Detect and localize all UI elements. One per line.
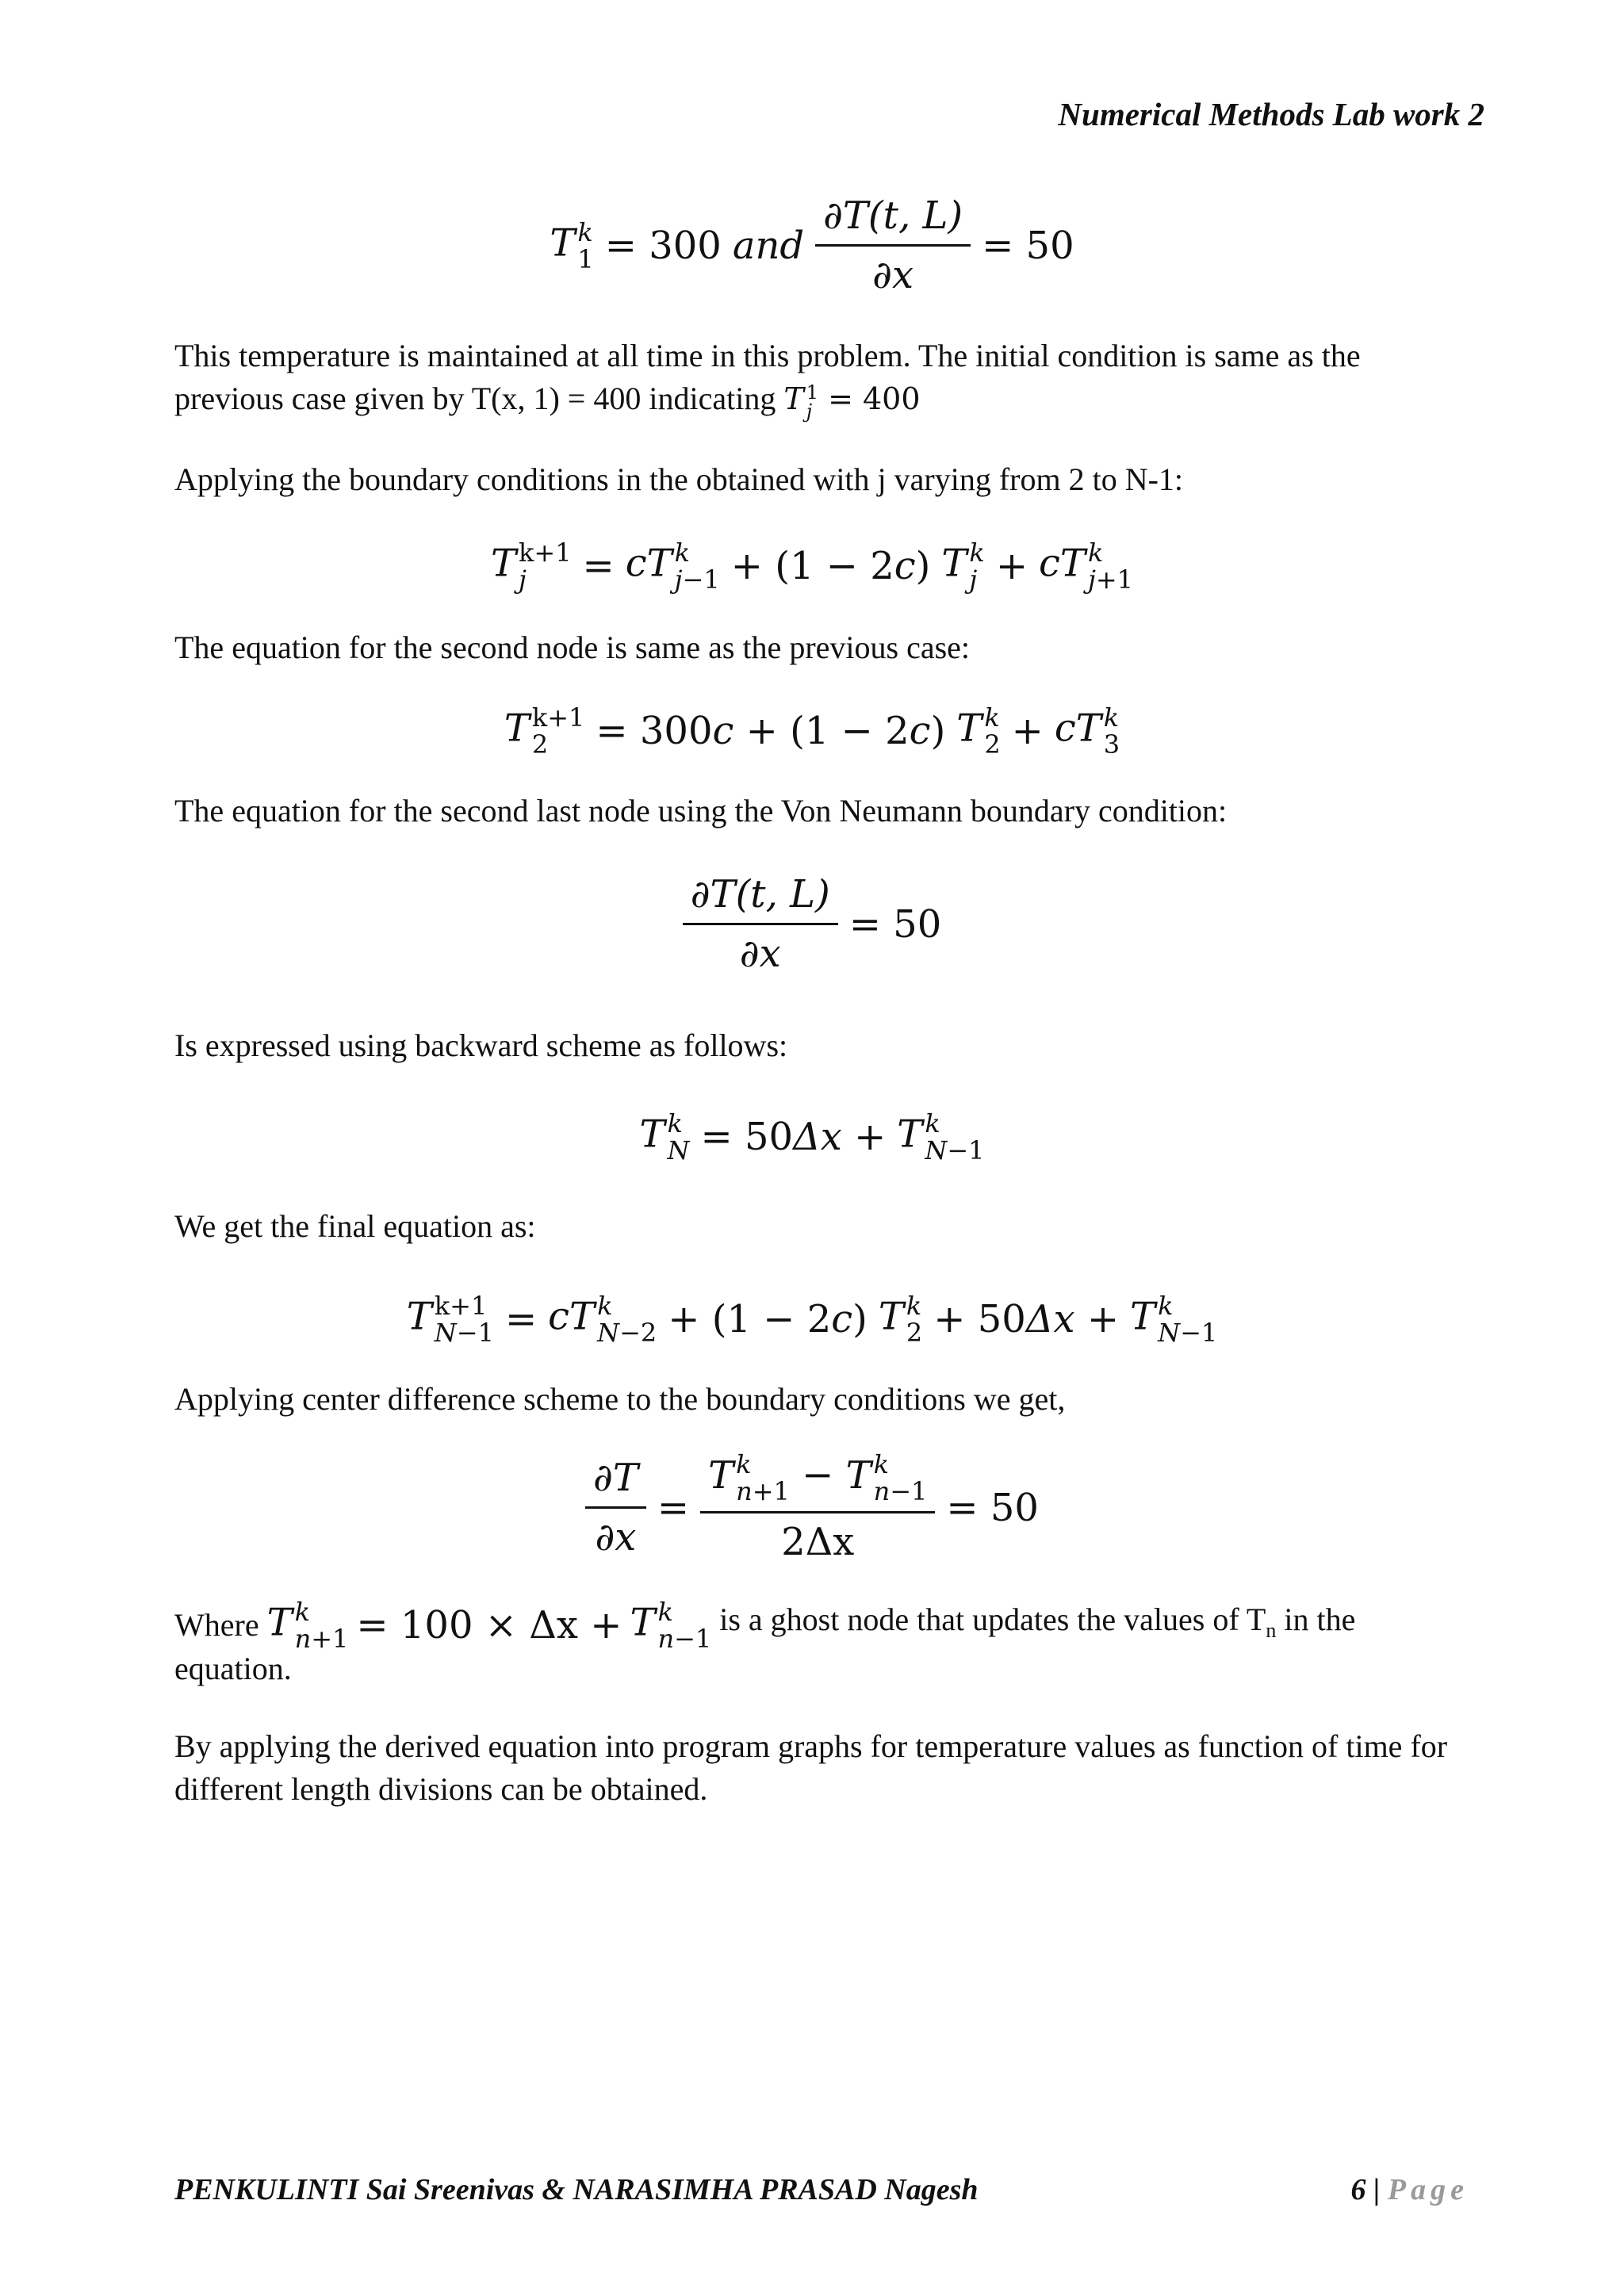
paragraph-final-equation: We get the final equation as: <box>174 1208 536 1244</box>
page-number: 6 | Page <box>1350 2173 1469 2206</box>
paragraph-second-last-node: The equation for the second last node using the Von Neumann boundary condition: <box>174 793 1228 828</box>
paragraph-boundary-apply: Applying the boundary conditions in the obtained with j varying from 2 to N-1: <box>174 461 1184 497</box>
partial-derivative-fraction: $\frac{\partial T(t, L)}{\partial x}$ <box>683 872 838 976</box>
paragraph-conclusion: By applying the derived equation into program graphs for temperature values as function of time for different length divisions can be obtained. <box>174 1728 1448 1807</box>
equation-general-node: T k+1 j = cT k j−1 + (1 − 2c) T k j + cT k j+1 <box>490 538 1134 595</box>
paragraph-initial-condition: This temperature is maintained at all time in this problem. The initial condition is same as the previous case given by T(x, 1) = 400 indicating T 1 j = 400 <box>174 338 1361 423</box>
equation-second-node: T k+1 2 = 300c + (1 − 2c) T k 2 + cT k 3 <box>504 702 1120 760</box>
footer-authors: PENKULINTI Sai Sreenivas & NARASIMHA PRASAD Nagesh <box>174 2173 979 2206</box>
equation-final: T k+1 N−1 = cT k N−2 + (1 − 2c) T k 2 + 50Δx + T k N−1 <box>406 1291 1218 1348</box>
difference-fraction: T k n+1 − T k n−1 2Δx <box>700 1451 935 1564</box>
paragraph-ghost-node: Where T k n+1 = 100 × Δx + T k n−1 is a ghost node that updates the values of $T_n$ in the equation. <box>174 1597 1356 1686</box>
equation-center-difference: $\frac{\partial T}{\partial x}$ = T k n+1 − T k n−1 2Δx = 50 <box>0 1451 1624 1564</box>
paragraph-second-node: The equation for the second node is same as the previous case: <box>174 629 971 665</box>
paragraph-backward-scheme: Is expressed using backward scheme as follows: <box>174 1027 788 1063</box>
equation-neumann: $\frac{\partial T(t, L)}{\partial x}$ = 50 <box>0 872 1624 976</box>
equation-boundary: T k 1 = 300 and $\frac{\partial T(t, L)}{\partial x}$ = 50 <box>550 193 1074 297</box>
paragraph-center-difference: Applying center difference scheme to the boundary conditions we get, <box>174 1381 1066 1417</box>
dt-dx-fraction: $\frac{\partial T}{\partial x}$ <box>585 1456 646 1559</box>
equation-backward: T k N = 50Δx + T k N−1 <box>639 1108 985 1165</box>
document-header: Numerical Methods Lab work 2 <box>1058 96 1484 132</box>
partial-derivative-fraction: $\frac{\partial T(t, L)}{\partial x}$ <box>815 193 971 297</box>
